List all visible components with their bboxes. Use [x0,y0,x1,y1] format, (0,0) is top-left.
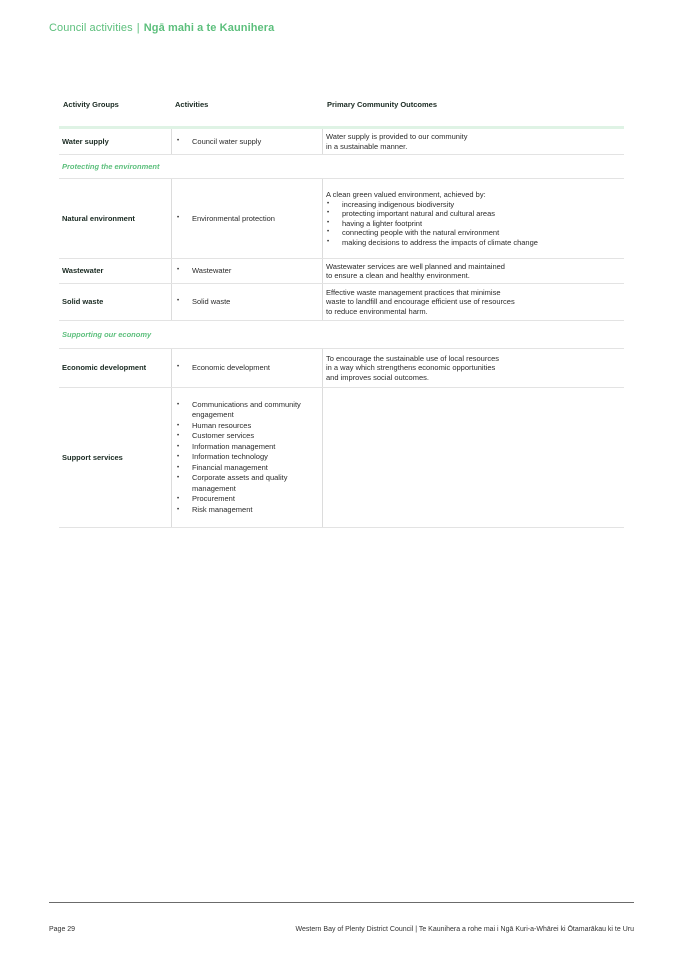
activity-item: • Environmental protection [176,214,275,224]
outcome-cell [322,179,624,258]
outcome-cell [322,129,624,154]
activity-item: • Wastewater [176,266,231,276]
table-header [59,96,624,129]
outcome-bullet: • connecting people with the natural environment [326,228,538,238]
activity-item: • Information technology [176,452,304,463]
group-cell: Water supply [62,136,109,146]
outcome-bullet: • increasing indigenous biodiversity [326,200,538,210]
outcome-bullet: • having a lighter footprint [326,219,538,229]
outcome-line: in a way which strengthens economic opportunities [326,363,496,373]
outcome-line: Effective waste management practices that minimise [326,287,501,297]
outcome-cell [322,349,624,387]
table-row-solid-waste [59,284,624,321]
activities-cell [171,259,322,283]
outcome-line: in a sustainable manner. [326,141,408,151]
activity-item: • Human resources [176,421,304,432]
activity-item: • Risk management [176,505,304,516]
group-cell: Solid waste [62,297,104,307]
header-maori: Ngā mahi a te Kaunihera [143,22,275,34]
outcome-line: to ensure a clean and healthy environment. [326,271,470,280]
group-cell: Support services [62,452,123,462]
outcome-line: Water supply is provided to our community [326,132,468,141]
activities-table [59,96,624,528]
table-row-natural-environment [59,179,624,259]
page-header [49,22,274,34]
footer-publisher: Western Bay of Plenty District Council | Te Kaunihera a rohe mai i Ngā Kuri-a-Whārei ki Ōtamarākau ki te Uru [295,926,634,933]
activity-item: • Communications and community engagement [176,400,304,421]
col-activities: Activities [175,100,209,109]
header-separator: | [136,22,140,34]
outcome-intro: A clean green valued environment, achieved by: [326,190,486,199]
activities-cell [171,129,322,154]
activities-cell [171,349,322,387]
table-row-water-supply [59,129,624,155]
outcome-bullet: • making decisions to address the impacts of climate change [326,238,538,248]
activities-cell [171,388,322,527]
group-cell: Natural environment [62,213,135,223]
activities-cell [171,179,322,258]
activity-item: • Solid waste [176,297,230,307]
outcome-line: and improves social outcomes. [326,372,429,382]
table-row-economic-development [59,349,624,388]
header-english: Council activities [49,22,133,34]
activities-cell [171,284,322,320]
group-cell: Economic development [62,363,147,373]
outcome-line: To encourage the sustainable use of local resources [326,353,500,363]
activity-item: • Information management [176,442,304,453]
activity-item: • Economic development [176,363,270,373]
activity-item: • Council water supply [176,137,261,147]
activity-item: • Customer services [176,431,304,442]
col-outcomes: Primary Community Outcomes [327,100,438,109]
table-row-wastewater [59,259,624,284]
outcome-cell [322,259,624,283]
group-cell: Wastewater [62,266,104,276]
col-activity-groups: Activity Groups [63,100,119,109]
outcome-cell [322,284,624,320]
page-number: Page 29 [49,926,76,933]
footer-divider [49,902,634,903]
section-protecting-environment: Protecting the environment [59,155,624,179]
section-supporting-economy: Supporting our economy [59,321,624,349]
outcome-line: Wastewater services are well planned and maintained [326,261,505,271]
outcome-line: to reduce environmental harm. [326,306,428,316]
table-row-support-services [59,388,624,528]
activity-item: • Financial management [176,463,304,474]
activity-item: • Corporate assets and quality management [176,473,304,494]
outcome-bullet: • protecting important natural and cultural areas [326,209,538,219]
outcome-line: waste to landfill and encourage efficient use of resources [326,297,515,307]
outcome-cell-empty [322,388,624,527]
activity-item: • Procurement [176,494,304,505]
